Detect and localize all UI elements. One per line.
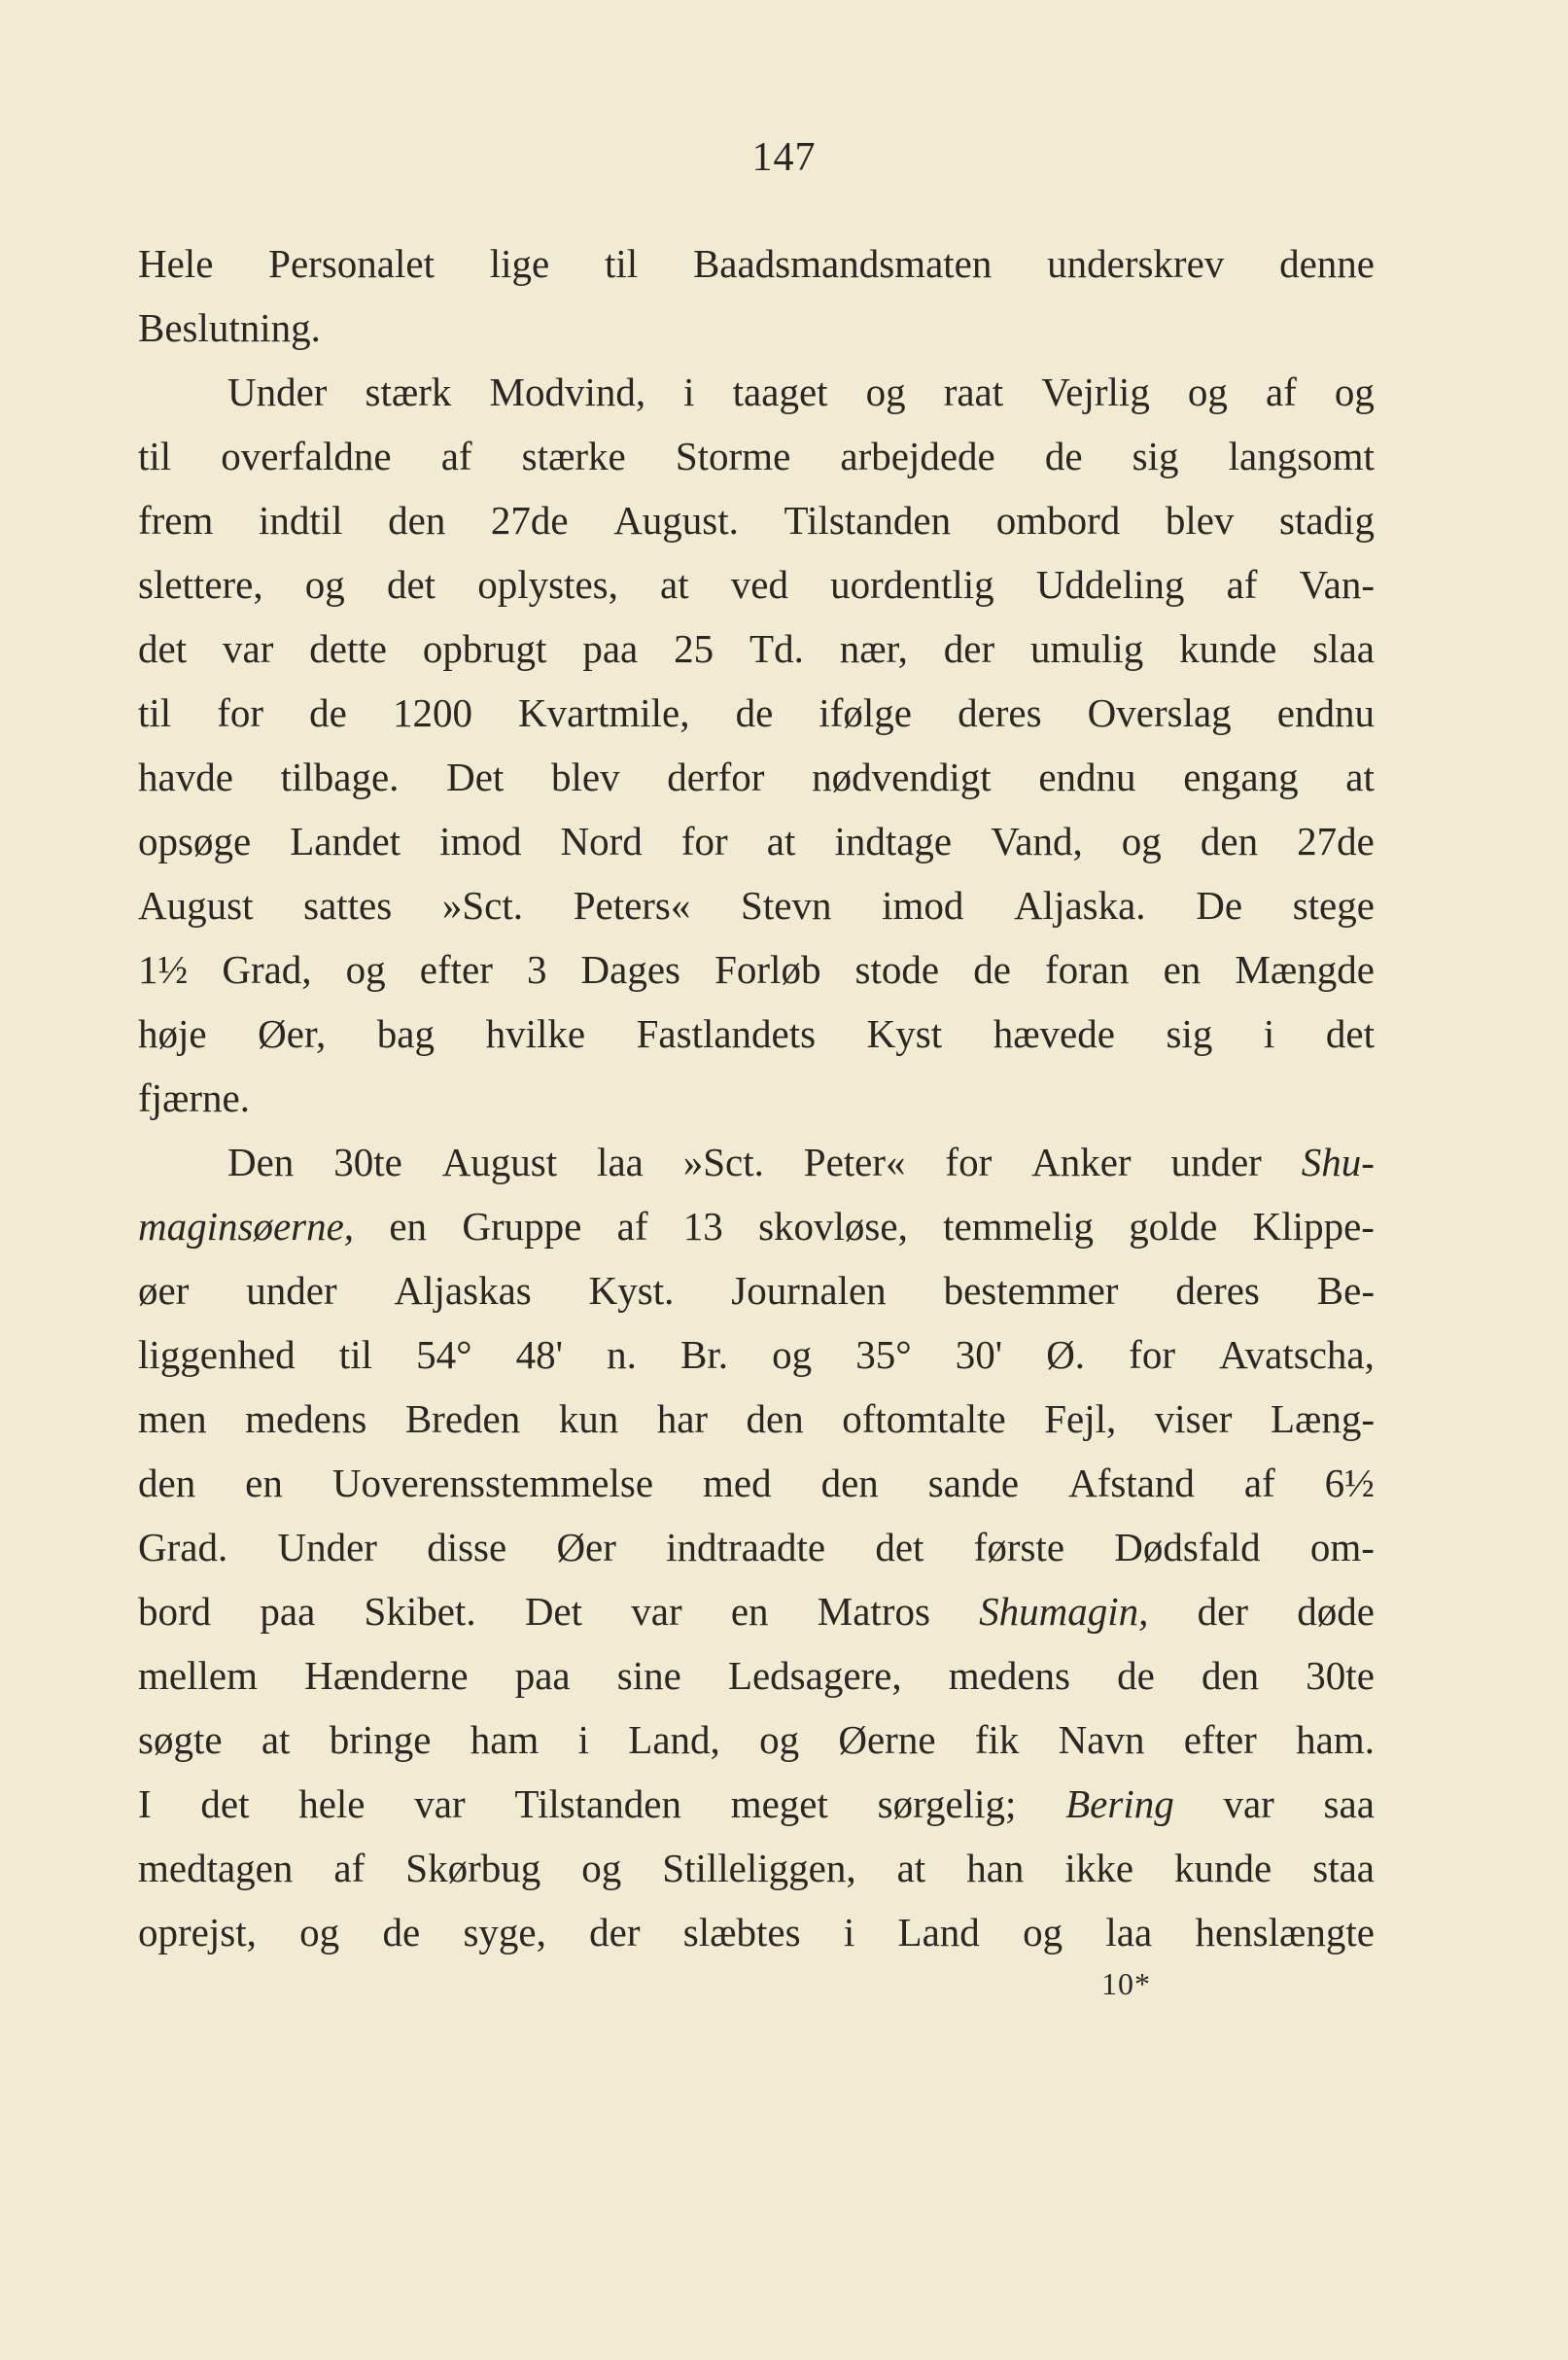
word: en <box>389 1204 428 1249</box>
text-line <box>138 1643 1375 1708</box>
word: paa <box>582 626 639 671</box>
word: af <box>616 1204 648 1249</box>
word: »Sct. <box>441 883 524 928</box>
word: n. <box>607 1332 637 1377</box>
word: blev <box>551 755 620 799</box>
word: Kyst. <box>588 1268 675 1313</box>
word: Shumagin, <box>979 1589 1149 1634</box>
word: Vand, <box>991 819 1083 863</box>
word: de <box>1044 434 1083 478</box>
word: var <box>223 626 274 671</box>
word: 25 <box>674 626 714 671</box>
word: 30te <box>1306 1653 1375 1698</box>
word: oftomtalte <box>842 1396 1006 1441</box>
word: ved <box>730 562 788 607</box>
word: sig <box>1166 1011 1213 1056</box>
word: om- <box>1309 1525 1375 1569</box>
word: Uddeling <box>1035 562 1185 607</box>
word: fjærne. <box>138 1075 250 1120</box>
word: syge, <box>463 1910 546 1955</box>
text-line <box>138 809 1375 873</box>
text-line <box>138 681 1375 745</box>
word: Det <box>446 755 505 799</box>
word: Beslutning. <box>138 305 321 350</box>
word: viser <box>1154 1396 1233 1441</box>
word: Ledsagere, <box>727 1653 902 1698</box>
word: August <box>138 883 254 928</box>
word: lige <box>489 241 550 286</box>
word: endnu <box>1038 755 1136 799</box>
text-line <box>138 1258 1375 1322</box>
word: 13 <box>682 1204 723 1249</box>
word: foran <box>1044 947 1130 992</box>
word: ham. <box>1296 1717 1375 1762</box>
word: tilbage. <box>280 755 400 799</box>
word: medtagen <box>138 1846 294 1890</box>
word: ikke <box>1064 1846 1134 1890</box>
word: den <box>746 1396 804 1441</box>
word: Be- <box>1316 1268 1375 1313</box>
word: blev <box>1165 498 1235 543</box>
word: Fastlandets <box>636 1011 817 1056</box>
word: De <box>1196 883 1243 928</box>
word: Land <box>897 1910 980 1955</box>
word: deres <box>958 690 1042 735</box>
word: Peters« <box>573 883 691 928</box>
word: Hele <box>138 241 214 286</box>
word: den <box>388 498 446 543</box>
text-line <box>138 1322 1375 1387</box>
word: Fejl, <box>1044 1396 1117 1441</box>
word: den <box>1200 819 1259 863</box>
word: en <box>245 1461 283 1505</box>
word: en <box>1163 947 1202 992</box>
word: henslængte <box>1195 1910 1375 1955</box>
word: var <box>1223 1781 1274 1826</box>
word: og <box>759 1717 800 1762</box>
word: at <box>896 1846 926 1890</box>
word: Øer <box>556 1525 616 1569</box>
word: Overslag <box>1087 690 1232 735</box>
word: Vejrlig <box>1041 370 1150 414</box>
text-line <box>138 873 1375 937</box>
word: og <box>1023 1910 1063 1955</box>
word: slæbtes <box>682 1910 801 1955</box>
word: det <box>1325 1011 1375 1056</box>
word: Forløb <box>714 947 821 992</box>
word: Modvind, <box>489 370 646 414</box>
word: 1½ <box>138 947 189 992</box>
word: 30' <box>955 1332 1003 1377</box>
word: I <box>138 1781 152 1826</box>
word: indtil <box>258 498 343 543</box>
text-line <box>138 745 1375 809</box>
word: Matros <box>817 1589 930 1634</box>
word: uordentlig <box>830 562 994 607</box>
word: døde <box>1297 1589 1375 1634</box>
word: derfor <box>667 755 765 799</box>
word: Uoverensstemmelse <box>331 1461 654 1505</box>
word: overfaldne <box>221 434 392 478</box>
word: stærk <box>365 370 452 414</box>
word: dette <box>309 626 387 671</box>
word: hævede <box>993 1011 1115 1056</box>
word: kunde <box>1174 1846 1272 1890</box>
word: imod <box>882 883 964 928</box>
word: at <box>766 819 796 863</box>
word: golde <box>1129 1204 1218 1249</box>
word: Klippe- <box>1252 1204 1375 1249</box>
word: Stevn <box>741 883 832 928</box>
word: August. <box>613 498 739 543</box>
word: Breden <box>404 1396 521 1441</box>
text-line <box>138 1451 1375 1515</box>
word: stadig <box>1279 498 1375 543</box>
word: Ø. <box>1046 1332 1086 1377</box>
text-line <box>138 1708 1375 1772</box>
word: Under <box>227 370 328 414</box>
text-line <box>138 296 1375 360</box>
word: i <box>843 1910 855 1955</box>
word: umulig <box>1030 626 1144 671</box>
word: hele <box>298 1781 366 1826</box>
word: i <box>1263 1011 1275 1056</box>
word: underskrev <box>1047 241 1225 286</box>
word: Aljaska. <box>1014 883 1146 928</box>
word: Grad. <box>138 1525 228 1569</box>
word: fik <box>974 1717 1020 1762</box>
word: denne <box>1279 241 1375 286</box>
word: disse <box>427 1525 507 1569</box>
word: i <box>577 1717 590 1762</box>
word: imod <box>439 819 522 863</box>
word: engang <box>1183 755 1299 799</box>
word: saa <box>1323 1781 1375 1826</box>
word: Hænderne <box>304 1653 469 1698</box>
word: stærke <box>521 434 626 478</box>
word: og <box>345 947 386 992</box>
word: 27de <box>490 498 569 543</box>
word: ombord <box>995 498 1121 543</box>
word: de <box>735 690 774 735</box>
word: raat <box>943 370 1004 414</box>
word: havde <box>138 755 233 799</box>
text-line <box>138 1900 1375 1964</box>
word: frem <box>138 498 214 543</box>
text-line <box>138 1066 1375 1130</box>
page-number: 147 <box>751 135 817 180</box>
word: deres <box>1175 1268 1260 1313</box>
word: 48' <box>515 1332 563 1377</box>
word: Skibet. <box>364 1589 476 1634</box>
word: at <box>261 1717 291 1762</box>
word: høje <box>138 1011 207 1056</box>
word: Under <box>277 1525 377 1569</box>
text-line <box>138 231 1375 296</box>
word: temmelig <box>943 1204 1094 1249</box>
word: at <box>660 562 689 607</box>
word: Peter« <box>803 1140 906 1184</box>
word: der <box>1197 1589 1249 1634</box>
word: af <box>333 1846 366 1890</box>
word: Van- <box>1299 562 1375 607</box>
word: men <box>138 1396 207 1441</box>
word: Dages <box>580 947 680 992</box>
word: i <box>683 370 695 414</box>
word: for <box>945 1140 993 1184</box>
word: Landet <box>290 819 401 863</box>
text-line <box>138 937 1375 1002</box>
word: med <box>703 1461 772 1505</box>
word: kunde <box>1179 626 1277 671</box>
word: August <box>441 1140 558 1184</box>
word: Aljaskas <box>394 1268 532 1313</box>
word: efter <box>419 947 493 992</box>
word: under <box>1170 1140 1262 1184</box>
word: og <box>772 1332 813 1377</box>
word: og <box>299 1910 340 1955</box>
body-text <box>138 231 1375 1964</box>
word: Bering <box>1065 1781 1174 1826</box>
word: til <box>138 690 172 735</box>
text-line <box>138 1194 1375 1258</box>
word: Grad, <box>222 947 312 992</box>
word: nær, <box>839 626 908 671</box>
word: den <box>1201 1653 1260 1698</box>
word: den <box>138 1461 196 1505</box>
word: Afstand <box>1068 1461 1195 1505</box>
word: bestemmer <box>943 1268 1119 1313</box>
word: en <box>730 1589 769 1634</box>
text-line <box>138 1515 1375 1579</box>
word: og <box>1121 819 1162 863</box>
word: opsøge <box>138 819 252 863</box>
text-line <box>138 1772 1375 1836</box>
word: Tilstanden <box>514 1781 681 1826</box>
word: af <box>1226 562 1258 607</box>
word: til <box>604 241 639 286</box>
word: Avatscha, <box>1219 1332 1375 1377</box>
word: for <box>217 690 264 735</box>
word: 3 <box>526 947 547 992</box>
word: 27de <box>1297 819 1375 863</box>
word: bord <box>138 1589 212 1634</box>
word: at <box>1345 755 1375 799</box>
word: og <box>304 562 345 607</box>
word: skovløse, <box>758 1204 908 1249</box>
word: hvilke <box>485 1011 586 1056</box>
text-line <box>138 1579 1375 1643</box>
word: sine <box>616 1653 681 1698</box>
word: Shu- <box>1301 1140 1375 1184</box>
word: var <box>414 1781 466 1826</box>
word: Personalet <box>268 241 435 286</box>
word: bag <box>376 1011 435 1056</box>
word: det <box>875 1525 924 1569</box>
signature-mark: 10* <box>1101 1966 1151 2001</box>
word: ifølge <box>819 690 912 735</box>
word: arbejdede <box>840 434 995 478</box>
word: og <box>865 370 906 414</box>
word: »Sct. <box>682 1140 764 1184</box>
word: de <box>1117 1653 1155 1698</box>
text-line <box>138 488 1375 552</box>
word: øer <box>138 1268 190 1313</box>
word: Gruppe <box>462 1204 582 1249</box>
word: 35° <box>855 1332 912 1377</box>
word: medens <box>948 1653 1071 1698</box>
word: 54° <box>416 1332 472 1377</box>
word: de <box>309 690 347 735</box>
word: Læng- <box>1270 1396 1375 1441</box>
word: Øerne <box>838 1717 936 1762</box>
word: Øer, <box>258 1011 327 1056</box>
word: 6½ <box>1324 1461 1375 1505</box>
word: der <box>589 1910 641 1955</box>
word: oplystes, <box>477 562 618 607</box>
word: for <box>680 819 728 863</box>
word: mellem <box>138 1653 258 1698</box>
word: af <box>1265 370 1297 414</box>
word: Tilstanden <box>784 498 952 543</box>
word: de <box>973 947 1011 992</box>
word: til <box>338 1332 372 1377</box>
word: af <box>1243 1461 1275 1505</box>
word: stode <box>854 947 940 992</box>
word: medens <box>245 1396 367 1441</box>
word: og <box>1187 370 1228 414</box>
word: han <box>966 1846 1025 1890</box>
word: langsomt <box>1228 434 1375 478</box>
text-line <box>138 1387 1375 1451</box>
word: ham <box>470 1717 540 1762</box>
text-line <box>138 424 1375 488</box>
word: de <box>382 1910 421 1955</box>
word: sande <box>927 1461 1020 1505</box>
word: for <box>1129 1332 1175 1377</box>
word: Br. <box>679 1332 728 1377</box>
word: Baadsmandsmaten <box>692 241 993 286</box>
word: har <box>656 1396 709 1441</box>
word: slaa <box>1312 626 1375 671</box>
word: den <box>820 1461 879 1505</box>
word: slettere, <box>138 562 263 607</box>
word: til <box>138 434 172 478</box>
word: søgte <box>138 1717 223 1762</box>
word: paa <box>260 1589 316 1634</box>
word: af <box>440 434 472 478</box>
text-line <box>138 360 1375 424</box>
word: det <box>200 1781 250 1826</box>
word: sig <box>1132 434 1179 478</box>
text-line <box>138 1002 1375 1066</box>
word: der <box>943 626 995 671</box>
word: Journalen <box>731 1268 887 1313</box>
word: bringe <box>329 1717 432 1762</box>
word: laa <box>1105 1910 1153 1955</box>
text-line <box>138 1130 1375 1194</box>
word: Navn <box>1058 1717 1145 1762</box>
word: Td. <box>749 626 804 671</box>
word: Stilleliggen, <box>662 1846 856 1890</box>
word: Den <box>227 1140 295 1184</box>
word: Anker <box>1031 1140 1132 1184</box>
word: taaget <box>732 370 828 414</box>
word: første <box>973 1525 1065 1569</box>
word: Kvartmile, <box>518 690 690 735</box>
word: Storme <box>675 434 791 478</box>
word: opbrugt <box>422 626 547 671</box>
word: og <box>581 1846 622 1890</box>
word: Skørbug <box>405 1846 541 1890</box>
word: sattes <box>303 883 393 928</box>
word: indtraadte <box>666 1525 826 1569</box>
word: 30te <box>333 1140 402 1184</box>
word: Kyst <box>866 1011 943 1056</box>
word: meget <box>730 1781 828 1826</box>
word: indtage <box>834 819 953 863</box>
word: oprejst, <box>138 1910 257 1955</box>
word: liggenhed <box>138 1332 296 1377</box>
word: kun <box>558 1396 619 1441</box>
text-line <box>138 1836 1375 1900</box>
word: 1200 <box>392 690 472 735</box>
word: Mængde <box>1235 947 1375 992</box>
word: og <box>1334 370 1375 414</box>
word: var <box>631 1589 682 1634</box>
text-line <box>138 616 1375 681</box>
word: Nord <box>560 819 643 863</box>
word: efter <box>1183 1717 1257 1762</box>
word: paa <box>514 1653 571 1698</box>
word: maginsøerne, <box>138 1204 355 1249</box>
word: det <box>138 626 188 671</box>
word: Land, <box>628 1717 720 1762</box>
word: sørgelig; <box>877 1781 1017 1826</box>
word: staa <box>1312 1846 1375 1890</box>
word: laa <box>597 1140 644 1184</box>
word: under <box>246 1268 337 1313</box>
word: det <box>386 562 436 607</box>
word: Det <box>524 1589 583 1634</box>
word: nødvendigt <box>812 755 992 799</box>
text-line <box>138 552 1375 616</box>
word: Dødsfald <box>1114 1525 1261 1569</box>
word: stege <box>1292 883 1375 928</box>
word: endnu <box>1276 690 1375 735</box>
